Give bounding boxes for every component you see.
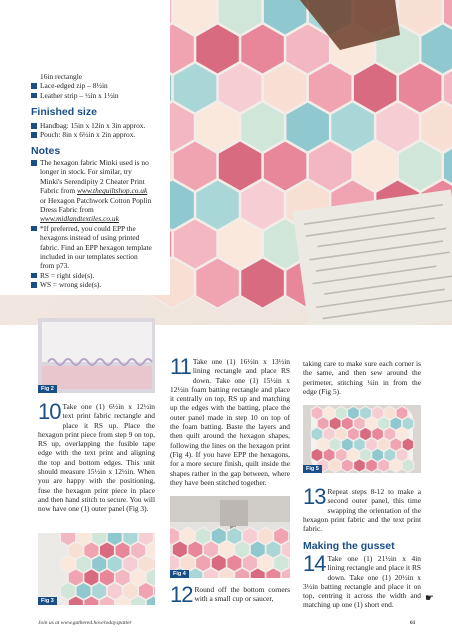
step-number: 12 [170,582,193,607]
step-11 [170,354,290,487]
note-item [31,158,153,224]
note-item: *If preferred, you could EPP the hexagons instead of using printed fabric. Find an EPP hexagon template included in our templates section from p73. [31,224,153,271]
step-text: Repeat steps 8-12 to make a second outer panel, this time swapping the orientation of the hexagon print fabric and the text print fabric. [303,487,421,534]
notes-list [31,158,153,290]
text-print-fabric [292,189,452,325]
step-number: 14 [303,551,326,576]
step-13 [303,484,421,534]
step-10 [38,399,155,514]
note-item: RS = right side(s). [31,271,153,280]
step-text: Take one (1) 21½in x 4in lining rectangle and place it RS down. Take one (1) 20½in x 3½in batting rectangle and place it on top, centring it across the width and matching up one (1) short end. [303,554,421,610]
fig3-image [38,533,155,605]
step-text: Take one (1) 6½in x 12½in text print fabric rectangle and place it RS up. Place the hexagon print piece from step 9 on top, RS up, overlapping the fusible tape edge with the text print and aligning the top and bottom edges. This unit should measure 15½in x 12½in. When you are happy with the positioning, fuse the hexagon print piece in place and then hand stitch to secure. You will now have one (1) outer panel (Fig 3). [38,402,155,514]
materials-list [40,72,166,100]
midlandtextiles-link[interactable]: www.midlandtextiles.co.uk [40,214,119,224]
fig4-label: Fig 4 [170,570,189,578]
fig4-photo [170,496,290,578]
finished-size-item: Pouch: 8in x 6½in x 2in approx. [31,130,166,139]
footer-text: Join us at www.gathered.how/todayspatter [38,620,132,626]
step-12 [170,582,290,607]
hexagon-patch [390,459,402,473]
step-number: 13 [303,484,326,509]
finished-size-item: Handbag: 15in x 12in x 3in approx. [31,121,166,130]
notes-heading: Notes [31,145,61,157]
step-number: 10 [38,399,61,424]
intro-panel [0,0,170,295]
hexagon-patch [366,459,378,473]
fig2-label: Fig 2 [38,385,57,393]
note-text: The hexagon fabric Minki used is no longer in stock. For similar, try Minki's Serendipity 2 Cheater Print Fabric from [40,158,149,196]
hexagon-patch [329,459,341,473]
hexagon-patch [341,459,353,473]
thequiltshop-link[interactable]: www.thequiltshop.co.uk [76,186,148,196]
fig3-label: Fig 3 [38,597,57,605]
finished-size-heading: Finished size [31,106,97,118]
fig5-image [303,405,421,473]
step-12-continued: taking care to make sure each corner is the same, and then sew around the perimeter, stitching ¼in in from the edge (Fig 5). [303,359,421,396]
fig2-photo [38,318,155,393]
materials-line: Leather strip – ½in x 1½in [31,91,166,100]
materials-line: Lace-edged zip – 8½in [31,81,166,90]
step-text: Take one (1) 16½in x 13½in lining rectangle and place RS down. Take one (1) 15½in x 12½in foam batting rectangle and place it centrally on top, RS up and matching up the edges with the batting, place the outer panel made in step 10 on top of the foam batting. Baste the layers and then quilt around the hexagon shapes, following the lines on the hexagon print (Fig 4). If you have EPP the hexagons, for a more secure finish, quilt inside the shapes rather in the gap between, where they have been stitched together. [170,357,290,487]
fig5-label: Fig 5 [303,465,322,473]
hexagon-patch [378,459,390,473]
step-number: 11 [170,354,191,379]
fig5-photo [303,405,421,473]
hexagon-patch [402,459,414,473]
note-text: or Hexagon Patchwork Cotton Poplin Dress Fabric from [40,195,152,215]
hexagon-patch [354,459,366,473]
step-text: Round off the bottom corners with a small cup or saucer, [194,585,290,604]
note-item: WS = wrong side(s). [31,280,153,289]
page-number: 61 [410,620,416,626]
fig2-image [38,318,155,393]
materials-line: 16in rectangle [40,72,83,81]
fig4-image [170,496,290,578]
gusset-heading: Making the gusset [303,540,395,552]
finished-size-list [31,121,166,140]
step-14 [303,551,421,610]
continue-arrow-icon: ☛ [425,593,434,604]
fig3-photo [38,533,155,605]
